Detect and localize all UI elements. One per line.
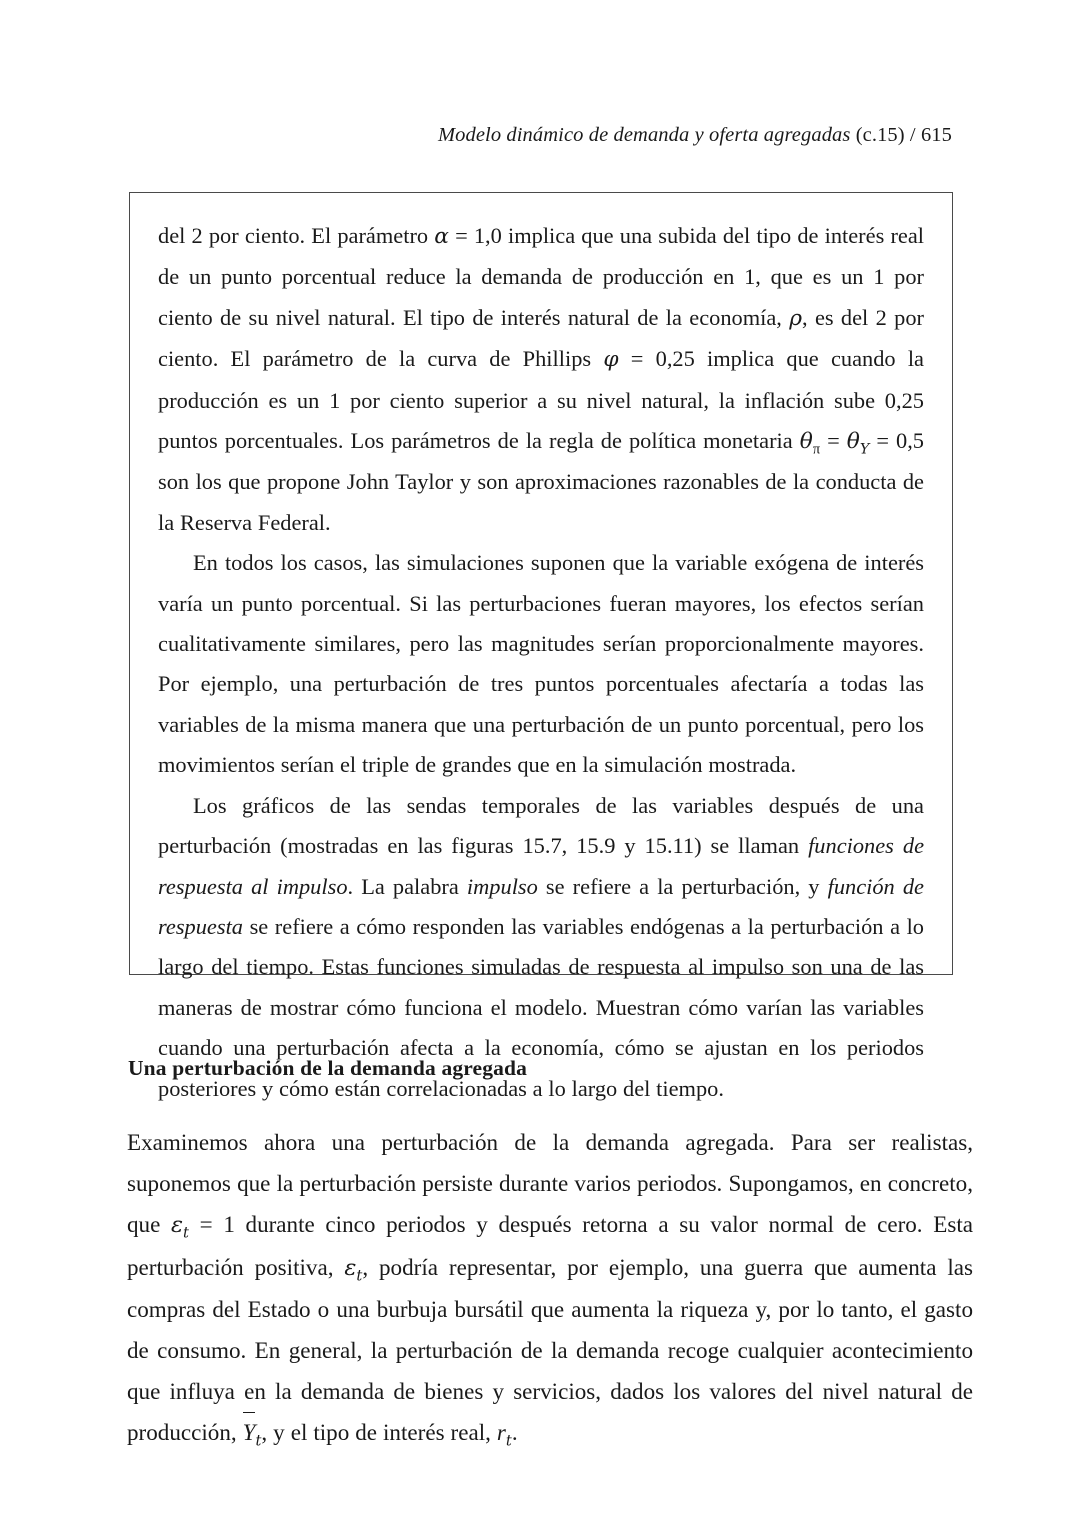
subscript-pi: π [812,441,821,458]
subscript-t-1: t [183,1225,189,1243]
italic-term-funcion-de-respuesta: función de respuesta [158,873,924,939]
theta-pi-symbol: θ [799,429,813,455]
subscript-t-3: t [255,1433,262,1451]
boxed-paragraph-3: Los gráficos de las sendas temporales de las variables después de una perturbación (mostradas en las figuras 15.7, 15.9 y 15.11) se llaman funciones de respuesta al impulso. La palabra impulso se refiere a la perturbación, y función de respuesta se refiere a cómo responden las variables endógenas a la perturbación a lo largo del tiempo. Estas funciones simuladas de respuesta al impulso son una de las maneras de mostrar cómo funciona el modelo. Muestran cómo varían las variables cuando una perturbación afecta a la economía, cómo se ajustan en los periodos posteriores y cómo están correlacionadas a lo largo del tiempo. [158,792,925,1101]
epsilon-symbol-1: ε [171,1212,184,1239]
italic-term-impulse-response-functions: funciones de respuesta al impulso [158,833,925,899]
subscript-y: Y [859,441,870,458]
subscript-t-2: t [356,1267,363,1285]
body-paragraph-wrapper [127,1122,973,1454]
subscript-t-4: t [505,1433,512,1451]
alpha-symbol: α [434,224,449,249]
section-subheading: Una perturbación de la demanda agregada [128,1056,528,1080]
real-interest-rate-symbol: r [496,1419,506,1446]
running-head-title: Modelo dinámico de demanda y oferta agregadas [437,124,851,146]
running-head-folio: (c.15) / 615 [855,124,952,146]
italic-term-impulso: impulso [466,873,538,899]
boxed-paragraph-1: del 2 por ciento. El parámetro α = 1,0 implica que una subida del tipo de interés real de un punto porcentual reduce la demanda de producción en 1, que es un 1 por ciento de su nivel natural. El tipo de interés natural de la economía, ρ, es del 2 por ciento. El parámetro de la curva de Phillips φ = 0,25 implica que cuando la producción es un 1 por ciento superior a su nivel natural, la inflación sube 0,25 puntos porcentuales. Los parámetros de la regla de política monetaria $\theta_\pi = \theta_Y = 0,5$ son los que propone John Taylor y son aproximaciones razonables de la conducta de la Reserva Federal. [158,223,924,535]
rho-symbol: ρ [789,305,803,331]
running-head [0,124,952,147]
body-paragraph-1: Examinemos ahora una perturbación de la demanda agregada. Para ser realistas, suponemos que la perturbación persiste durante varios periodos. Supongamos, en concreto, que $\varepsilon_t = 1$ durante cinco periodos y después retorna a su valor normal de cero. Esta perturbación positiva, $\varepsilon_t$, podría representar, por ejemplo, una guerra que aumenta las compras del Estado o una burbuja bursátil que aumenta la riqueza y, por lo tanto, el gasto de consumo. En general, la perturbación de la demanda recoge cualquier acontecimiento que influya en la demanda de bienes y servicios, dados los valores del nivel natural de producción, $Y_t$, y el tipo de interés real, $r_t$. [127,1122,973,1454]
boxed-insert-content [158,216,924,1109]
boxed-paragraph-2: En todos los casos, las simulaciones suponen que la variable exógena de interés varía un punto porcentual. Si las perturbaciones fueran mayores, los efectos serían cualitativamente similares, pero las magnitudes serían proporcionalmente mayores. Por ejemplo, una perturbación de tres puntos porcentuales afectaría a todas las variables de la misma manera que una perturbación de un punto porcentual, pero los movimientos serían el triple de grandes que en la simulación mostrada. [158,550,924,778]
epsilon-symbol-2: ε [344,1254,357,1281]
theta-y-symbol: θ [846,429,860,455]
overbar-rule [243,1412,255,1413]
phi-symbol: φ [603,347,619,373]
y-natural-overbar-symbol: Y [243,1412,256,1453]
